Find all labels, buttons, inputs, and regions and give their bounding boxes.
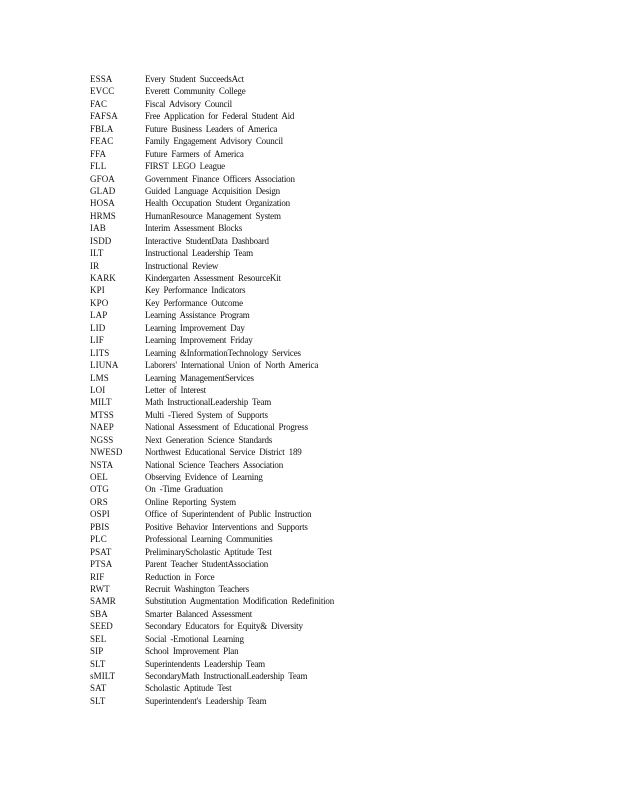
acronym-row — [90, 670, 590, 682]
acronym-row — [90, 185, 590, 197]
acronym-definition: Social -Emotional Learning — [145, 633, 244, 644]
acronym-definition: Instructional Leadership Team — [145, 248, 253, 259]
acronym-row — [90, 434, 590, 446]
acronym-abbreviation: FEAC — [90, 136, 114, 147]
acronym-definition: FIRST LEGO League — [145, 161, 225, 172]
acronym-definition: Key Performance Indicators — [145, 285, 246, 296]
acronym-row — [90, 633, 590, 645]
acronym-row — [90, 658, 590, 670]
acronym-row — [90, 197, 590, 209]
acronym-definition: Family Engagement Advisory Council — [145, 136, 283, 147]
acronym-abbreviation: FBLA — [90, 123, 114, 134]
acronym-row — [90, 272, 590, 284]
acronym-list — [90, 73, 590, 707]
acronym-definition: Key Performance Outcome — [145, 297, 243, 308]
acronym-definition: Learning Improvement Day — [145, 322, 245, 333]
acronym-row — [90, 222, 590, 234]
acronym-definition: Online Reporting System — [145, 496, 236, 507]
acronym-definition: SecondaryMath InstructionalLeadership Team — [145, 671, 308, 681]
acronym-definition: Next Generation Science Standards — [145, 434, 273, 445]
acronym-definition: Reduction in Force — [145, 571, 215, 582]
acronym-row — [90, 260, 590, 272]
acronym-definition: HumanResource Management System — [145, 210, 281, 221]
acronym-row — [90, 73, 590, 85]
acronym-row — [90, 682, 590, 694]
acronym-definition: Letter of Interest — [145, 384, 206, 395]
acronym-row — [90, 396, 590, 408]
acronym-abbreviation: OTG — [90, 484, 109, 495]
acronym-abbreviation: LMS — [90, 372, 109, 383]
acronym-row — [90, 546, 590, 558]
acronym-row — [90, 620, 590, 632]
acronym-abbreviation: ISDD — [90, 235, 112, 246]
acronym-definition: Interim Assessment Blocks — [145, 223, 242, 234]
acronym-abbreviation: PBIS — [90, 521, 110, 532]
acronym-definition: Learning &InformationTechnology Services — [145, 347, 301, 358]
acronym-abbreviation: NWESD — [90, 447, 123, 458]
acronym-definition: Future Farmers of America — [145, 148, 244, 159]
acronym-definition: Recruit Washington Teachers — [145, 583, 249, 594]
acronym-row — [90, 384, 590, 396]
acronym-abbreviation: MILT — [90, 397, 112, 408]
acronym-definition: School Improvement Plan — [145, 646, 239, 657]
acronym-row — [90, 421, 590, 433]
acronym-row — [90, 508, 590, 520]
acronym-abbreviation: PSAT — [90, 546, 112, 557]
acronym-row — [90, 558, 590, 570]
acronym-definition: Positive Behavior Interventions and Supports — [145, 521, 308, 532]
acronym-row — [90, 110, 590, 122]
acronym-definition: Everett Community College — [145, 86, 246, 97]
acronym-abbreviation: HRMS — [90, 210, 116, 221]
acronym-abbreviation: KPO — [90, 297, 109, 308]
acronym-definition: Guided Language Acquisition Design — [145, 185, 280, 196]
acronym-abbreviation: NGSS — [90, 434, 114, 445]
acronym-definition: Observing Evidence of Learning — [145, 472, 263, 482]
acronym-abbreviation: sMILT — [90, 671, 116, 681]
acronym-abbreviation: IAB — [90, 223, 106, 234]
acronym-definition: Free Application for Federal Student Aid — [145, 111, 295, 122]
acronym-row — [90, 297, 590, 309]
acronym-row — [90, 334, 590, 346]
acronym-definition: Future Business Leaders of America — [145, 123, 278, 134]
acronym-abbreviation: SEED — [90, 621, 113, 632]
acronym-abbreviation: LIF — [90, 335, 104, 346]
acronym-definition: Learning ManagementServices — [145, 372, 254, 383]
acronym-row — [90, 173, 590, 185]
acronym-definition: PreliminaryScholastic Aptitude Test — [145, 546, 272, 557]
acronym-row — [90, 359, 590, 371]
acronym-definition: Multi -Tiered System of Supports — [145, 409, 268, 420]
acronym-definition: Kindergarten Assessment ResourceKit — [145, 273, 281, 283]
acronym-abbreviation: SEL — [90, 633, 107, 644]
acronym-row — [90, 372, 590, 384]
acronym-row — [90, 409, 590, 421]
acronym-definition: Secondary Educators for Equity& Diversity — [145, 621, 303, 632]
acronym-abbreviation: FFA — [90, 148, 107, 159]
acronym-row — [90, 496, 590, 508]
acronym-definition: Office of Superintendent of Public Instruction — [145, 509, 312, 520]
acronym-definition: Superintendents Leadership Team — [145, 658, 265, 669]
acronym-abbreviation: FLL — [90, 161, 107, 172]
acronym-row — [90, 347, 590, 359]
acronym-definition: Superintendent's Leadership Team — [145, 695, 267, 706]
acronym-definition: Professional Learning Communities — [145, 534, 273, 545]
acronym-definition: Learning Improvement Friday — [145, 335, 253, 346]
acronym-definition: Fiscal Advisory Council — [145, 98, 232, 109]
acronym-abbreviation: FAFSA — [90, 111, 118, 122]
acronym-abbreviation: ILT — [90, 248, 104, 259]
acronym-abbreviation: LIUNA — [90, 360, 119, 371]
acronym-row — [90, 322, 590, 334]
acronym-abbreviation: LITS — [90, 347, 110, 358]
acronym-abbreviation: PTSA — [90, 559, 113, 570]
acronym-definition: Learning Assistance Program — [145, 310, 250, 321]
acronym-abbreviation: OSPI — [90, 509, 110, 520]
acronym-definition: Scholastic Aptitude Test — [145, 683, 232, 694]
acronym-row — [90, 210, 590, 222]
acronym-definition: Instructional Review — [145, 260, 219, 271]
acronym-definition: Parent Teacher StudentAssociation — [145, 559, 269, 570]
acronym-row — [90, 284, 590, 296]
acronym-definition: Northwest Educational Service District 189 — [145, 447, 302, 458]
acronym-definition: National Science Teachers Association — [145, 459, 284, 470]
acronym-abbreviation: HOSA — [90, 198, 115, 209]
acronym-definition: Laborers' International Union of North America — [145, 360, 319, 371]
acronym-abbreviation: GFOA — [90, 173, 115, 184]
acronym-abbreviation: IR — [90, 260, 100, 271]
acronym-row — [90, 160, 590, 172]
acronym-definition: Smarter Balanced Assessment — [145, 608, 253, 619]
acronym-row — [90, 247, 590, 259]
acronym-abbreviation: KPI — [90, 285, 105, 296]
acronym-abbreviation: NSTA — [90, 459, 114, 470]
acronym-row — [90, 471, 590, 483]
acronym-abbreviation: PLC — [90, 534, 107, 545]
acronym-row — [90, 645, 590, 657]
acronym-definition: Health Occupation Student Organization — [145, 198, 290, 209]
acronym-definition: Substitution Augmentation Modification Redefinition — [145, 596, 335, 607]
acronym-definition: On -Time Graduation — [145, 484, 223, 495]
acronym-row — [90, 695, 590, 707]
acronym-abbreviation: OEL — [90, 472, 108, 482]
acronym-row — [90, 135, 590, 147]
acronym-abbreviation: SIP — [90, 646, 104, 657]
acronym-definition: Every Student SucceedsAct — [145, 74, 244, 84]
acronym-abbreviation: FAC — [90, 98, 108, 109]
acronym-abbreviation: SLT — [90, 658, 106, 669]
acronym-abbreviation: EVCC — [90, 86, 115, 97]
acronym-abbreviation: LOI — [90, 384, 106, 395]
acronym-definition: Math InstructionalLeadership Team — [145, 397, 272, 408]
acronym-abbreviation: GLAD — [90, 185, 116, 196]
acronym-abbreviation: LAP — [90, 310, 108, 321]
acronym-row — [90, 98, 590, 110]
acronym-row — [90, 459, 590, 471]
acronym-abbreviation: SAT — [90, 683, 107, 694]
acronym-abbreviation: NAEP — [90, 422, 114, 433]
acronym-abbreviation: RIF — [90, 571, 105, 582]
acronym-row — [90, 595, 590, 607]
acronym-abbreviation: KARK — [90, 273, 116, 283]
acronym-abbreviation: LID — [90, 322, 106, 333]
acronym-abbreviation: SBA — [90, 608, 108, 619]
acronym-row — [90, 583, 590, 595]
acronym-row — [90, 85, 590, 97]
acronym-row — [90, 309, 590, 321]
acronym-row — [90, 571, 590, 583]
acronym-definition: National Assessment of Educational Progress — [145, 422, 308, 433]
acronym-row — [90, 521, 590, 533]
acronym-definition: Interactive StudentData Dashboard — [145, 235, 269, 246]
acronym-row — [90, 608, 590, 620]
acronym-abbreviation: RWT — [90, 583, 110, 594]
acronym-abbreviation: SLT — [90, 695, 106, 706]
acronym-abbreviation: SAMR — [90, 596, 116, 607]
acronym-row — [90, 483, 590, 495]
acronym-row — [90, 148, 590, 160]
acronym-row — [90, 533, 590, 545]
acronym-row — [90, 235, 590, 247]
acronym-abbreviation: MTSS — [90, 409, 114, 420]
acronym-row — [90, 446, 590, 458]
acronym-abbreviation: ESSA — [90, 74, 113, 84]
acronym-definition: Government Finance Officers Association — [145, 173, 295, 184]
acronym-row — [90, 123, 590, 135]
acronym-abbreviation: ORS — [90, 496, 108, 507]
